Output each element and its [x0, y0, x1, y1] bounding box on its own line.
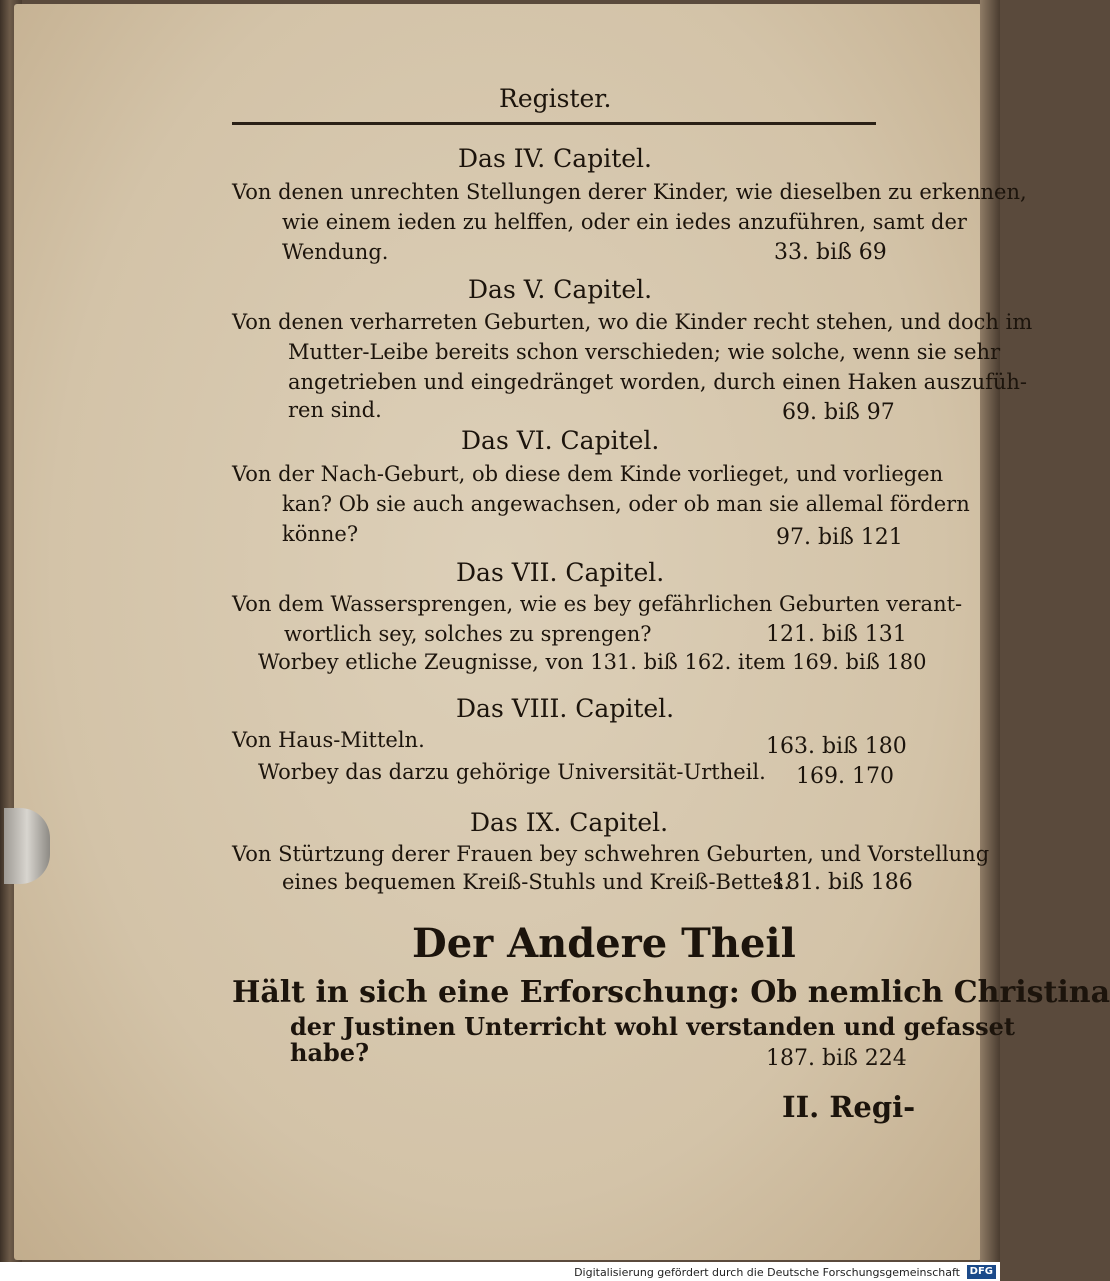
chapter-4-line-1: Von denen unrechten Stellungen derer Kinder, wie dieselben zu erkennen,: [232, 180, 1027, 204]
chapter-4-title: Das IV. Capitel.: [458, 144, 652, 173]
chapter-6-line-3: könne?: [282, 522, 359, 546]
part-2-pages: 187. biß 224: [766, 1046, 907, 1071]
chapter-7-line-2: wortlich sey, solches zu sprengen?: [284, 622, 652, 646]
heading-rule: [232, 122, 876, 125]
chapter-5-line-4: ren sind.: [288, 398, 382, 422]
catchword: II. Regi-: [782, 1090, 916, 1124]
chapter-8-line-1: Von Haus-Mitteln.: [232, 728, 425, 752]
part-2-line-1: Hält in sich eine Erforschung: Ob nemlich Christina: [232, 975, 1110, 1010]
chapter-7-pages: 121. biß 131: [766, 622, 907, 647]
page-clip: [4, 808, 50, 884]
chapter-4-pages: 33. biß 69: [774, 240, 887, 265]
chapter-4-line-2: wie einem ieden zu helffen, oder ein iedes anzuführen, samt der: [282, 210, 967, 234]
chapter-5-line-3: angetrieben und eingedränget worden, durch einen Haken auszufüh-: [288, 370, 1028, 394]
chapter-8-pages-2: 169. 170: [796, 764, 894, 789]
chapter-8-title: Das VIII. Capitel.: [456, 694, 675, 723]
chapter-9-line-2: eines bequemen Kreiß-Stuhls und Kreiß-Bettes.: [282, 870, 791, 894]
footer-text: Digitalisierung gefördert durch die Deutsche Forschungsgemeinschaft: [574, 1266, 960, 1279]
chapter-4-line-3: Wendung.: [282, 240, 389, 264]
chapter-5-pages: 69. biß 97: [782, 400, 895, 425]
chapter-8-pages: 163. biß 180: [766, 734, 907, 759]
chapter-6-title: Das VI. Capitel.: [461, 426, 660, 455]
chapter-6-line-1: Von der Nach-Geburt, ob diese dem Kinde vorlieget, und vorliegen: [232, 462, 944, 486]
chapter-7-testimonies: Worbey etliche Zeugnisse, von 131. biß 162. item 169. biß 180: [258, 650, 927, 674]
chapter-8-line-2: Worbey das darzu gehörige Universität-Urtheil.: [258, 760, 766, 784]
chapter-7-line-1: Von dem Wassersprengen, wie es bey gefährlichen Geburten verant-: [232, 592, 963, 616]
chapter-9-line-1: Von Stürtzung derer Frauen bey schwehren Geburten, und Vorstellung: [232, 842, 990, 866]
part-2-title: Der Andere Theil: [412, 920, 796, 967]
chapter-5-title: Das V. Capitel.: [468, 275, 653, 304]
page-heading: Register.: [499, 84, 612, 113]
dfg-logo: DFG: [967, 1265, 996, 1279]
chapter-5-line-1: Von denen verharreten Geburten, wo die Kinder recht stehen, und doch im: [232, 310, 1033, 334]
chapter-7-title: Das VII. Capitel.: [456, 558, 665, 587]
chapter-6-pages: 97. biß 121: [776, 525, 903, 550]
footer-bar: [0, 1262, 1000, 1281]
chapter-5-line-2: Mutter-Leibe bereits schon verschieden; wie solche, wenn sie sehr: [288, 340, 1001, 364]
chapter-9-pages: 181. biß 186: [772, 870, 913, 895]
chapter-9-title: Das IX. Capitel.: [470, 808, 669, 837]
chapter-6-line-2: kan? Ob sie auch angewachsen, oder ob man sie allemal fördern: [282, 492, 970, 516]
part-2-line-3: habe?: [290, 1038, 370, 1067]
part-2-line-2: der Justinen Unterricht wohl verstanden und gefasset: [290, 1012, 1015, 1041]
